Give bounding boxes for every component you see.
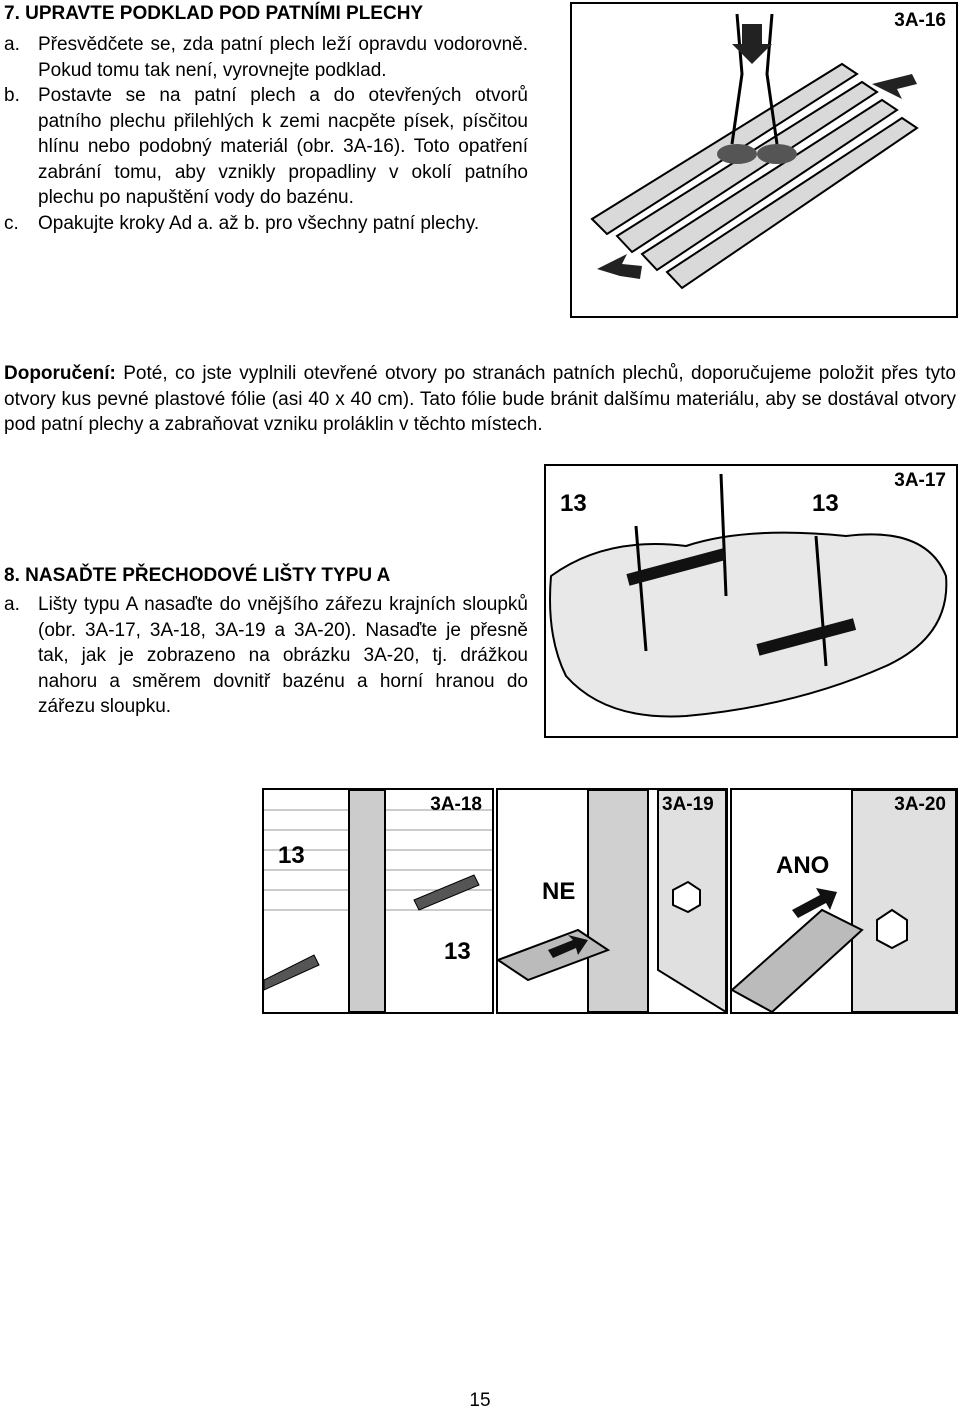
step-text: Lišty typu A nasaďte do vnějšího zářezu krajních sloupků (obr. 3A-17, 3A-18, 3A-19 a 3A-20). Nasaďte je přesně tak, jak je zobrazeno na obrázku 3A-20, tj. drážkou nahoru a směrem dovnitř bazénu a horní hranou do zářezu sloupku. — [38, 594, 528, 717]
recommendation-text: Poté, co jste vyplnili otevřené otvory po stranách patních plechů, doporučujeme položit přes tyto otvory kus pevné plastové fólie (asi 40 x 40 cm). Tato fólie bude bránit dalšímu materiálu, aby se dostával otvory pod patní plechy a zabraňovat vzniku proláklin v těchto místech. — [4, 363, 957, 435]
step-text: Postavte se na patní plech a do otevřených otvorů patního plechu přilehlých k zemi nacpěte písek, písčitou hlínu nebo podobný materiál (obr. 3A-16). Toto opatření zabrání tomu, aby vznikly propadliny v okolí patního plechu po napuštění vody do bazénu. — [38, 85, 528, 208]
figure-3a-18 — [262, 788, 494, 1014]
figure-3a-20 — [730, 788, 958, 1014]
step-7c — [4, 211, 528, 237]
figure-3a-18-drawing — [264, 790, 492, 1012]
callout-ano: ANO — [776, 852, 830, 879]
step-7a — [4, 32, 528, 83]
section-7-steps — [4, 32, 528, 236]
callout-13-bottom: 13 — [444, 938, 471, 965]
figure-label: 3A-20 — [894, 794, 946, 815]
arrow-right-icon — [597, 254, 642, 279]
recommendation-paragraph — [4, 361, 956, 438]
figure-3a-16-drawing — [572, 4, 956, 316]
step-label: c. — [4, 212, 19, 234]
callout-ne: NE — [542, 878, 576, 905]
step-label: a. — [4, 594, 20, 615]
section-8-steps — [4, 592, 528, 720]
figure-3a-16 — [570, 2, 958, 318]
figure-label: 3A-17 — [894, 470, 946, 491]
figure-3a-17 — [544, 464, 958, 738]
step-8a — [4, 592, 528, 720]
figure-label: 3A-18 — [430, 794, 482, 815]
step-text: Opakujte kroky Ad a. až b. pro všechny patní plechy. — [38, 212, 480, 234]
callout-13-right: 13 — [812, 490, 839, 517]
arrow-left-icon — [872, 74, 917, 99]
step-7b — [4, 83, 528, 211]
figure-3a-17-drawing — [546, 466, 956, 736]
figure-3a-20-drawing — [732, 790, 956, 1012]
section-7-heading: 7. UPRAVTE PODKLAD POD PATNÍMI PLECHY — [4, 3, 424, 24]
callout-13-top: 13 — [278, 842, 305, 869]
step-text: Přesvědčete se, zda patní plech leží opravdu vodorovně. Pokud tomu tak není, vyrovnejte podklad. — [38, 34, 528, 81]
section-8-heading: 8. NASAĎTE PŘECHODOVÉ LIŠTY TYPU A — [4, 565, 391, 586]
page-number: 15 — [469, 1390, 491, 1411]
figure-3a-19-drawing — [498, 790, 726, 1012]
figure-label: 3A-19 — [662, 794, 714, 815]
figure-label: 3A-16 — [894, 10, 946, 31]
recommendation-label: Doporučení: — [4, 363, 116, 384]
step-label: a. — [4, 34, 20, 55]
callout-13-left: 13 — [560, 490, 587, 517]
step-label: b. — [4, 85, 20, 106]
figure-3a-19 — [496, 788, 728, 1014]
